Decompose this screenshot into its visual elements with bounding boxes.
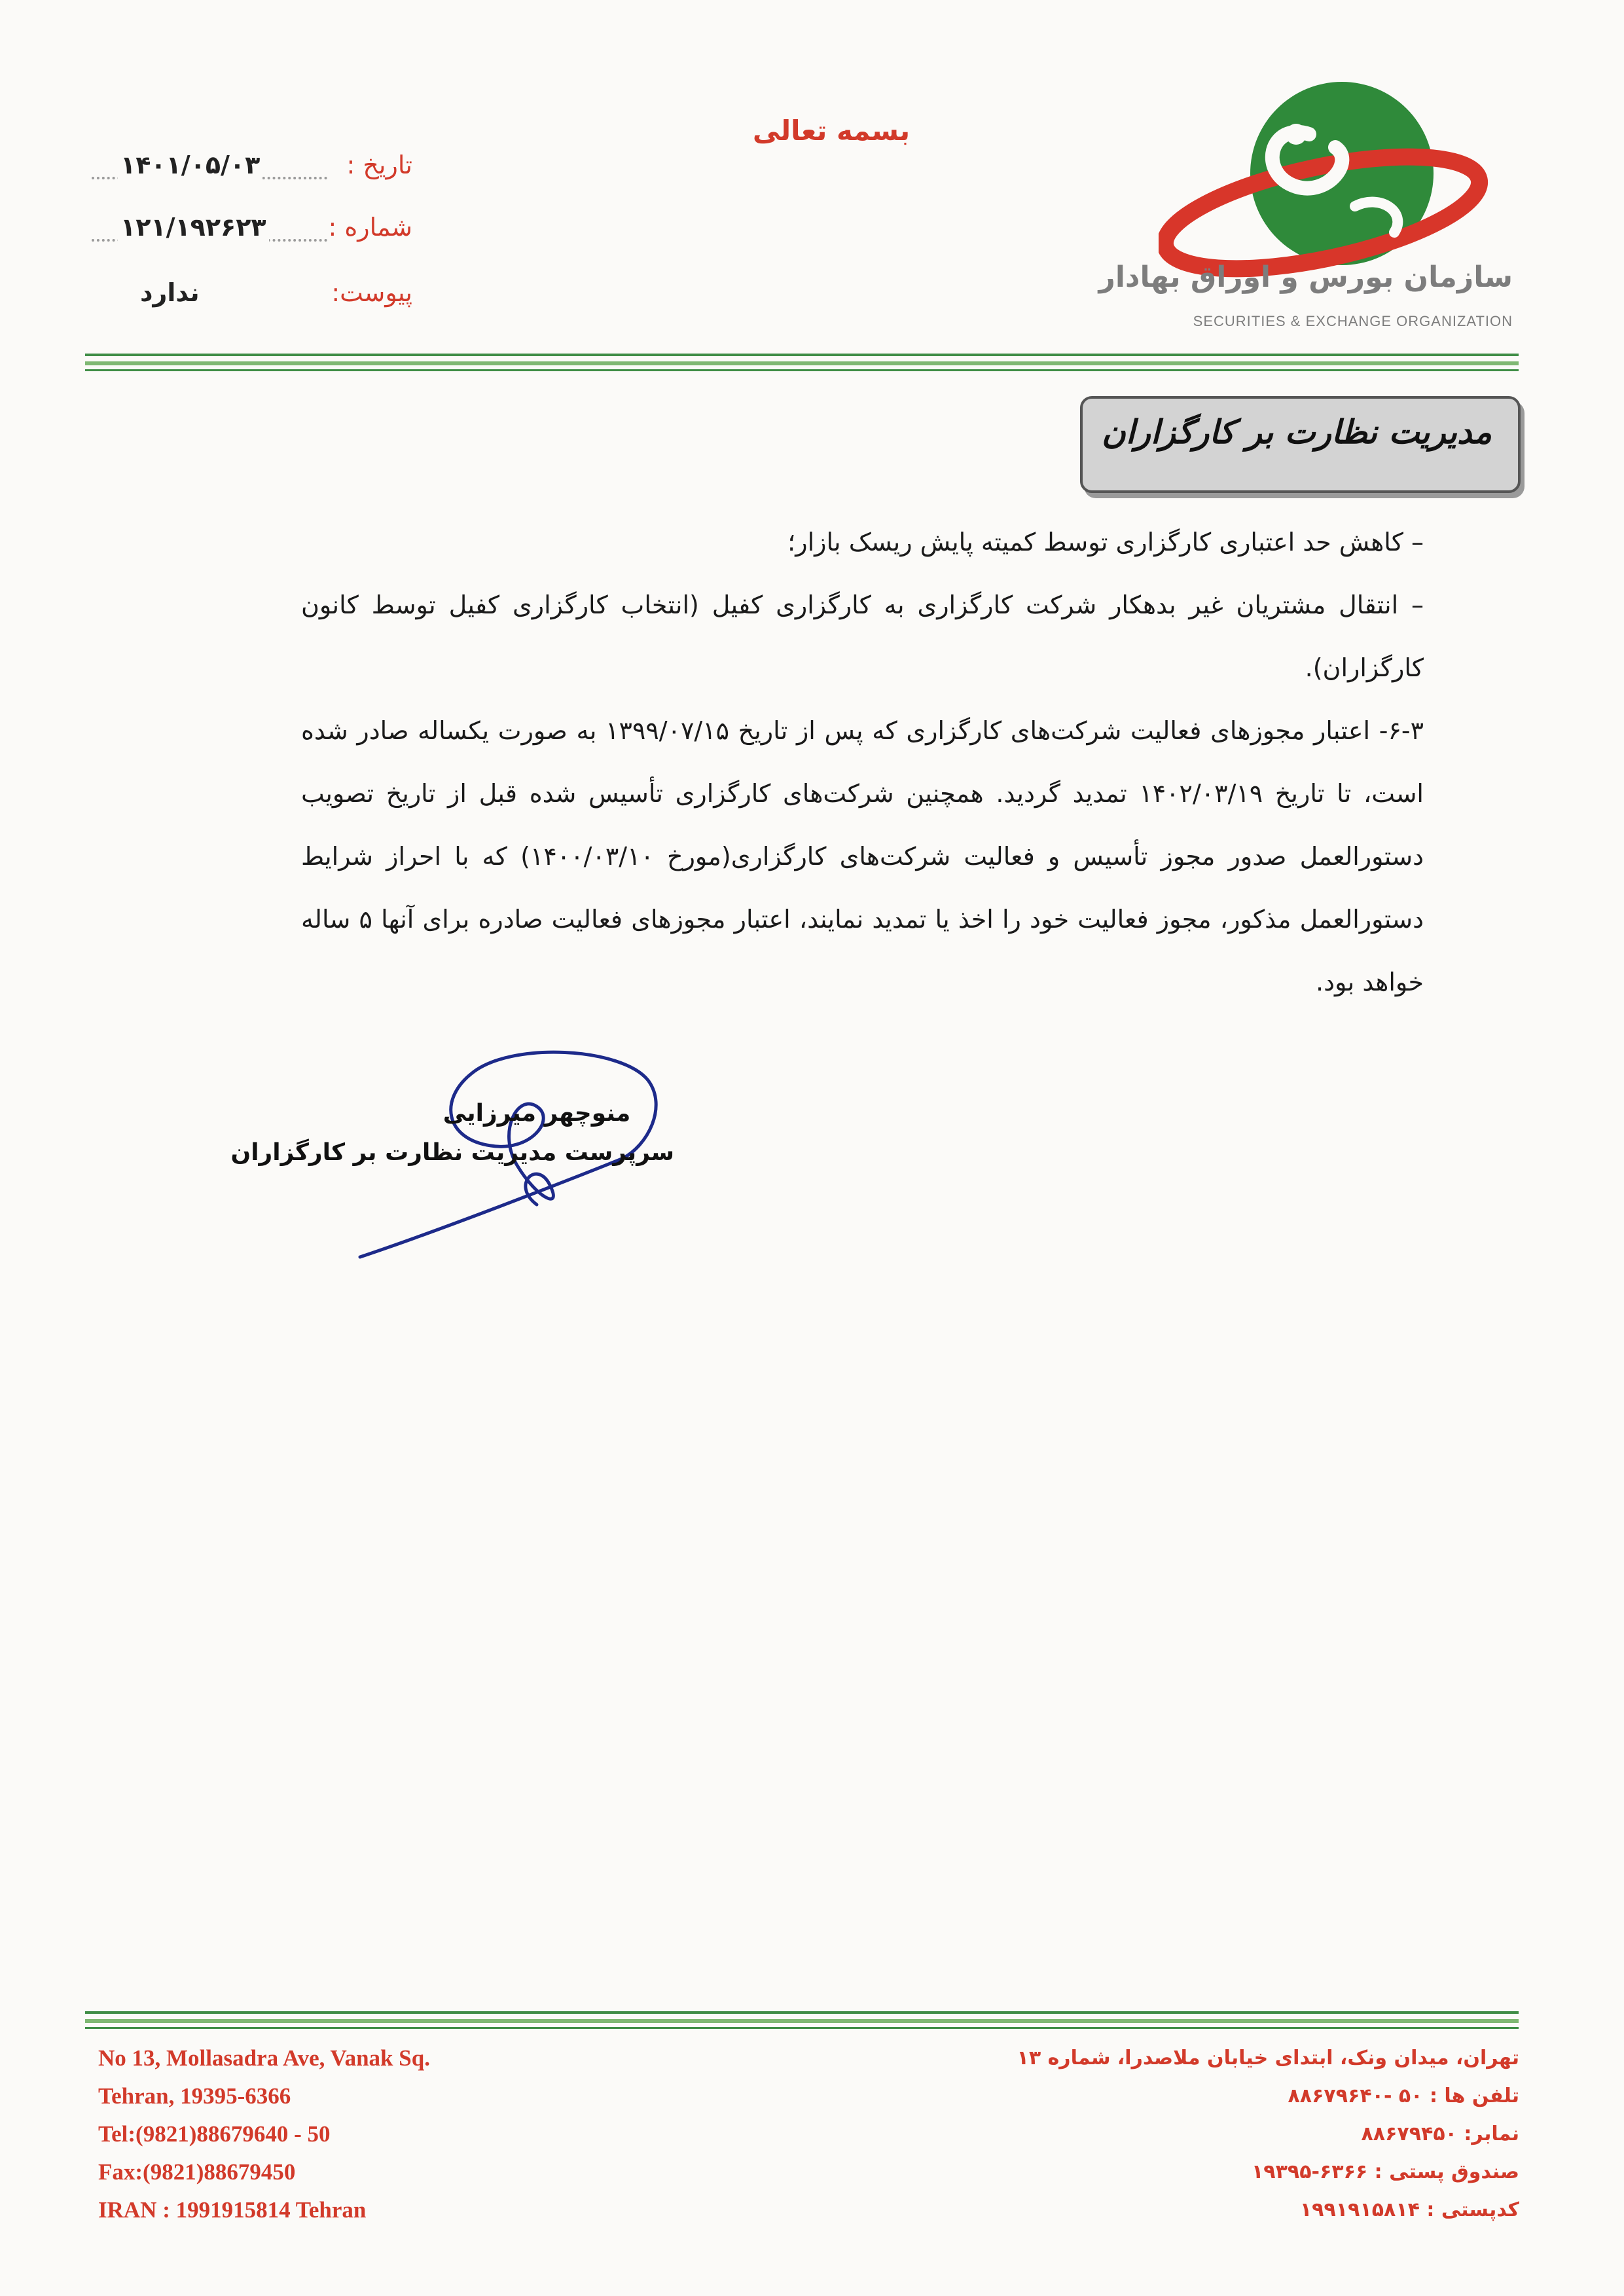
footer-tel: Tel:(9821)88679640 - 50 xyxy=(98,2121,331,2147)
department-box xyxy=(1080,396,1521,493)
footer-fax: نمابر: ۸۸۶۷۹۴۵۰ xyxy=(1361,2123,1519,2145)
bullet-item: – کاهش حد اعتباری کارگزاری توسط کمیته پایش ریسک بازار؛ xyxy=(787,528,1424,556)
number-label: شماره : xyxy=(328,213,412,242)
footer-address-line: تهران، میدان ونک، ابتدای خیابان ملاصدرا، شماره ۱۳ xyxy=(1017,2047,1519,2069)
footer-postal-code: کدپستی : ۱۹۹۱۹۱۵۸۱۴ xyxy=(1299,2198,1519,2221)
footer-po-box: صندوق پستی : ۶۳۶۶-۱۹۳۹۵ xyxy=(1251,2160,1519,2183)
footer-postal: IRAN : 1991915814 Tehran xyxy=(98,2197,367,2223)
header-divider xyxy=(85,354,1519,356)
number-value: ۱۲۱/۱۹۲۶۲۳ xyxy=(118,213,269,242)
department-title: مدیریت نظارت بر کارگزاران xyxy=(1102,413,1492,451)
signer-name: منوچهر میرزایی xyxy=(442,1100,631,1127)
letter-body xyxy=(301,511,1424,1013)
signer-title: سرپرست مدیریت نظارت بر کارگزاران xyxy=(230,1139,674,1166)
footer-address-line: No 13, Mollasadra Ave, Vanak Sq. xyxy=(98,2045,430,2071)
footer-divider xyxy=(85,2011,1519,2014)
footer-persian-contact xyxy=(930,2039,1519,2229)
header-divider xyxy=(85,369,1519,371)
attachment-row xyxy=(85,278,412,318)
footer-english-contact xyxy=(98,2039,687,2229)
header-divider xyxy=(85,361,1519,365)
date-label: تاریخ : xyxy=(346,151,412,179)
date-row xyxy=(85,151,412,190)
footer-divider xyxy=(85,2027,1519,2029)
footer-fax: Fax:(9821)88679450 xyxy=(98,2159,296,2185)
footer-tel: تلفن ها : ۵۰ -۸۸۶۷۹۶۴۰ xyxy=(1288,2085,1519,2107)
footer-divider xyxy=(85,2019,1519,2023)
paragraph-6-3: ۶-۳- اعتبار مجوزهای فعالیت شرکت‌های کارگزاری که پس از تاریخ ۱۳۹۹/۰۷/۱۵ به صورت یکساله صادر شده است، تا تاریخ ۱۴۰۲/۰۳/۱۹ تمدید گردید. همچنین شرکت‌های کارگزاری تأسیس شده قبل از تاریخ تصویب دستورالعمل صدور مجوز تأسیس و فعالیت شرکت‌های کارگزاری(مورخ ۱۴۰۰/۰۳/۱۰) که با احراز شرایط دستورالعمل مذکور، مجوز فعالیت خود را اخذ یا تمدید نمایند، اعتبار مجوزهای فعالیت صادره برای آنها ۵ ساله خواهد بود. xyxy=(301,716,1424,996)
org-name-fa: سازمان بورس و اوراق بهادار xyxy=(1098,261,1513,294)
number-row xyxy=(85,213,412,252)
org-name-en: SECURITIES & EXCHANGE ORGANIZATION xyxy=(1193,313,1513,329)
attachment-label: پیوست: xyxy=(331,278,412,307)
footer-address-line: Tehran, 19395-6366 xyxy=(98,2083,291,2109)
seo-logo-icon xyxy=(1159,62,1525,350)
bullet-item: – انتقال مشتریان غیر بدهکار شرکت کارگزاری به کارگزاری کفیل (انتخاب کارگزاری کفیل توسط کانون کارگزاران). xyxy=(301,591,1424,682)
bismillah: بسمه تعالی xyxy=(752,115,911,147)
date-value: ۱۴۰۱/۰۵/۰۳ xyxy=(118,151,262,179)
attachment-value: ندارد xyxy=(137,278,202,307)
